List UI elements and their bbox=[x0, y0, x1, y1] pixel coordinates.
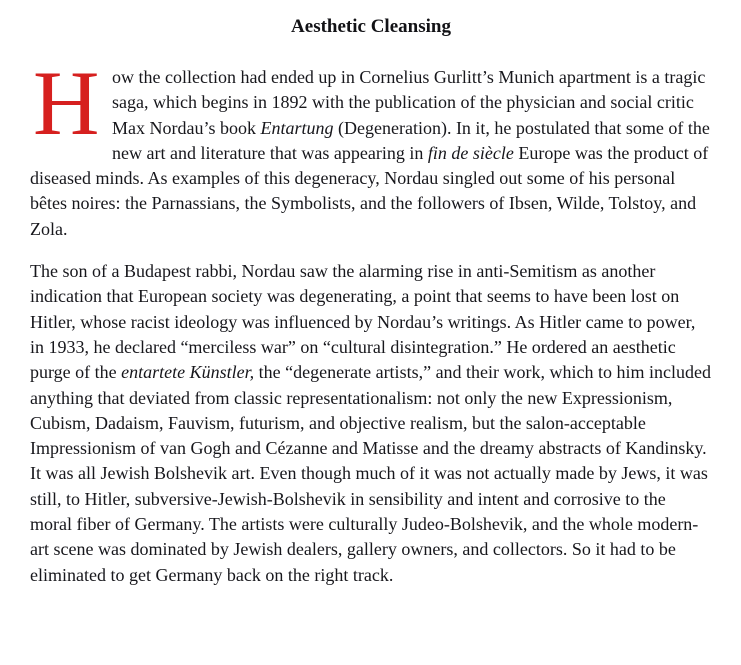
drop-cap-letter: H bbox=[33, 52, 100, 154]
article-title: Aesthetic Cleansing bbox=[291, 16, 451, 37]
paragraph-1-text: ow the collection had ended up in Cornelius Gurlitt’s Munich apartment is a tragic saga, which begins in 1892 with the publication of the physician and social critic Max Nordau’s book Entartung (Degeneration). In it, he postulated that some of the new art and literature that was appearing in fin de siècle Europe was the product of diseased minds. As examples of this degeneracy, Nordau singled out some of his personal bêtes noires: the Parnassians, the Symbolists, and the followers of Ibsen, Wilde, Tolstoy, and Zola. bbox=[30, 67, 710, 239]
paragraph-1 bbox=[30, 52, 712, 242]
paragraph-2-text: The son of a Budapest rabbi, Nordau saw the alarming rise in anti-Semitism as another indication that European society was degenerating, a point that seems to have been lost on Hitler, whose racist ideology was influenced by Nordau’s writings. As Hitler came to power, in 1933, he declared “merciless war” on “cultural disintegration.” He ordered an aesthetic purge of the entartete Künstler, the “degenerate artists,” and their work, which to him included anything that deviated from classic representationalism: not only the new Expressionism, Cubism, Dadaism, Fauvism, futurism, and objective realism, but the salon-acceptable Impressionism of van Gogh and Cézanne and Matisse and the dreamy abstracts of Kandinsky. It was all Jewish Bolshevik art. Even though much of it was not actually made by Jews, it was still, to Hitler, subversive-Jewish-Bolshevik in sensibility and intent and corrosive to the moral fiber of Germany. The artists were culturally Judeo-Bolshevik, and the whole modern-art scene was dominated by Jewish dealers, gallery owners, and collectors. So it had to be eliminated to get Germany back on the right track. bbox=[30, 261, 712, 585]
paragraph-2 bbox=[30, 259, 712, 588]
article-body bbox=[30, 52, 712, 588]
